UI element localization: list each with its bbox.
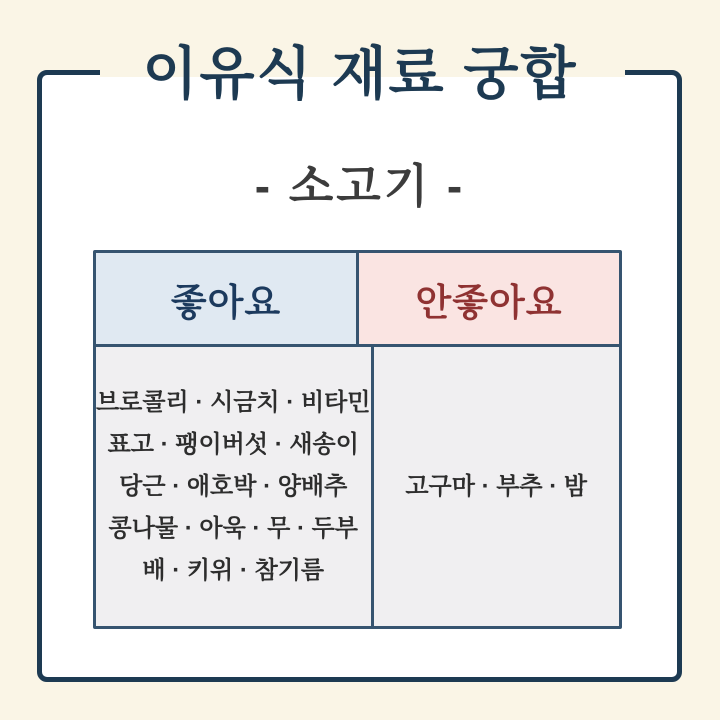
good-item-line: 콩나물 · 아욱 · 무 · 두부 (108, 514, 358, 542)
good-item-line: 브로콜리 · 시금치 · 비타민 (96, 388, 371, 416)
table-body-row (96, 347, 619, 626)
page-title: 이유식 재료 궁합 (142, 42, 578, 106)
good-item-line: 당근 · 애호박 · 양배추 (119, 472, 348, 500)
good-item-line: 표고 · 팽이버섯 · 새송이 (107, 430, 359, 458)
bad-items-cell (374, 347, 620, 626)
header-cell-good: 좋아요 (96, 253, 359, 344)
bad-item-line: 고구마 · 부추 · 밤 (405, 472, 588, 500)
subtitle-food-name: - 소고기 - (254, 160, 466, 212)
compat-table (93, 250, 622, 629)
good-items-cell (96, 347, 374, 626)
table-header-row (96, 253, 619, 347)
header-cell-bad: 안좋아요 (359, 253, 619, 344)
good-item-line: 배 · 키위 · 참기름 (142, 556, 325, 584)
